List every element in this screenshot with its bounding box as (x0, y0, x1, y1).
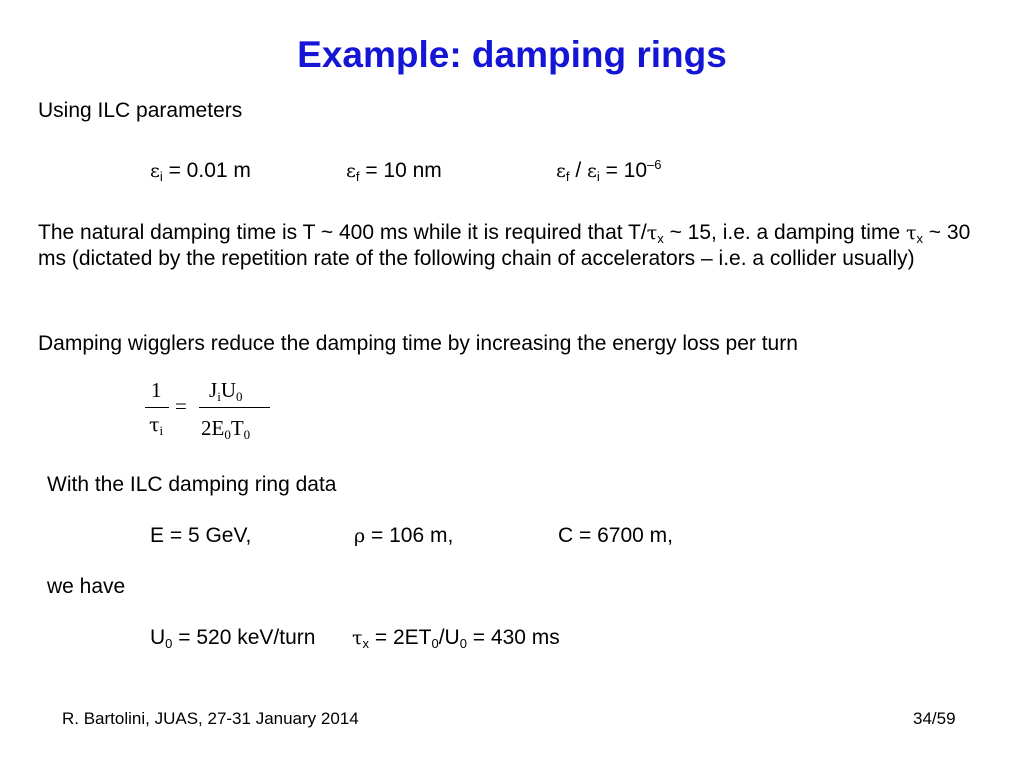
tau-symbol: τ (149, 414, 160, 436)
epsilon-symbol: ε (556, 160, 566, 182)
result-symbol: U (150, 626, 166, 649)
energy-loss-result (150, 625, 315, 650)
fraction-line (199, 407, 270, 408)
epsilon-symbol: ε (587, 160, 597, 182)
bending-radius-value: = 106 m, (371, 524, 454, 547)
ratio-value: = 10 (605, 159, 648, 182)
subscript: 0 (224, 427, 231, 442)
subscript: 0 (459, 636, 467, 651)
energy-loss-value: = 520 keV/turn (178, 626, 316, 649)
subscript: 0 (235, 389, 243, 404)
rho-symbol: ρ (354, 525, 366, 547)
initial-emittance-value: = 0.01 m (168, 159, 251, 182)
formula-rhs-numerator (209, 378, 242, 403)
paragraph-text: ~ 30 ms (dictated by the repetition rate of the following chain of accelerators – i.e. a collider usually) (38, 221, 971, 270)
subscript: x (916, 231, 923, 246)
paragraph-text: ~ 15, i.e. a damping time (663, 221, 906, 244)
ring-data-intro: With the ILC damping ring data (47, 473, 337, 496)
epsilon-symbol: ε (346, 160, 356, 182)
formula-lhs-numerator: 1 (151, 378, 162, 402)
subscript: f (565, 169, 570, 184)
result-text: /U (438, 626, 460, 649)
formula-symbol: 2E (201, 416, 225, 440)
bending-radius (354, 523, 453, 549)
tau-symbol: τ (352, 627, 363, 649)
initial-emittance (150, 158, 251, 184)
formula-symbol: T (230, 416, 244, 440)
wigglers-paragraph: Damping wigglers reduce the damping time by increasing the energy loss per turn (38, 332, 798, 355)
page-number: 34/59 (913, 709, 956, 728)
subscript: 0 (243, 427, 251, 442)
tau-symbol: τ (646, 222, 658, 244)
tau-symbol: τ (905, 222, 917, 244)
subscript: f (355, 169, 360, 184)
final-emittance-value: = 10 nm (365, 159, 442, 182)
fraction-line (145, 407, 169, 408)
energy-value: E = 5 GeV, (150, 524, 252, 547)
paragraph-text: The natural damping time is T ~ 400 ms while it is required that T/ (38, 221, 647, 244)
final-emittance (346, 158, 442, 184)
we-have-text: we have (47, 575, 126, 598)
result-text: = 2ET (374, 626, 432, 649)
damping-formula (145, 378, 275, 448)
subscript: x (362, 636, 370, 651)
subscript: i (159, 423, 164, 438)
page-title: Example: damping rings (297, 34, 727, 75)
exponent: –6 (647, 157, 662, 172)
subscript: x (657, 231, 664, 246)
formula-symbol: J (209, 378, 218, 402)
formula-lhs-denominator (149, 412, 163, 437)
emittance-ratio (556, 158, 662, 184)
subscript: i (159, 169, 163, 184)
formula-symbol: U (220, 378, 236, 402)
damping-time-paragraph (38, 220, 988, 271)
subscript: i (217, 389, 221, 404)
damping-time-result (352, 625, 560, 651)
formula-rhs-denominator (201, 416, 250, 441)
subscript: 0 (165, 636, 173, 651)
footer-author: R. Bartolini, JUAS, 27-31 January 2014 (62, 709, 359, 728)
subscript: 0 (431, 636, 439, 651)
formula-equals: = (175, 394, 187, 418)
slash: / (575, 159, 582, 182)
damping-time-value: = 430 ms (472, 626, 560, 649)
epsilon-symbol: ε (150, 160, 160, 182)
circumference: C = 6700 m, (558, 524, 673, 547)
intro-text: Using ILC parameters (38, 99, 243, 122)
subscript: i (596, 169, 600, 184)
